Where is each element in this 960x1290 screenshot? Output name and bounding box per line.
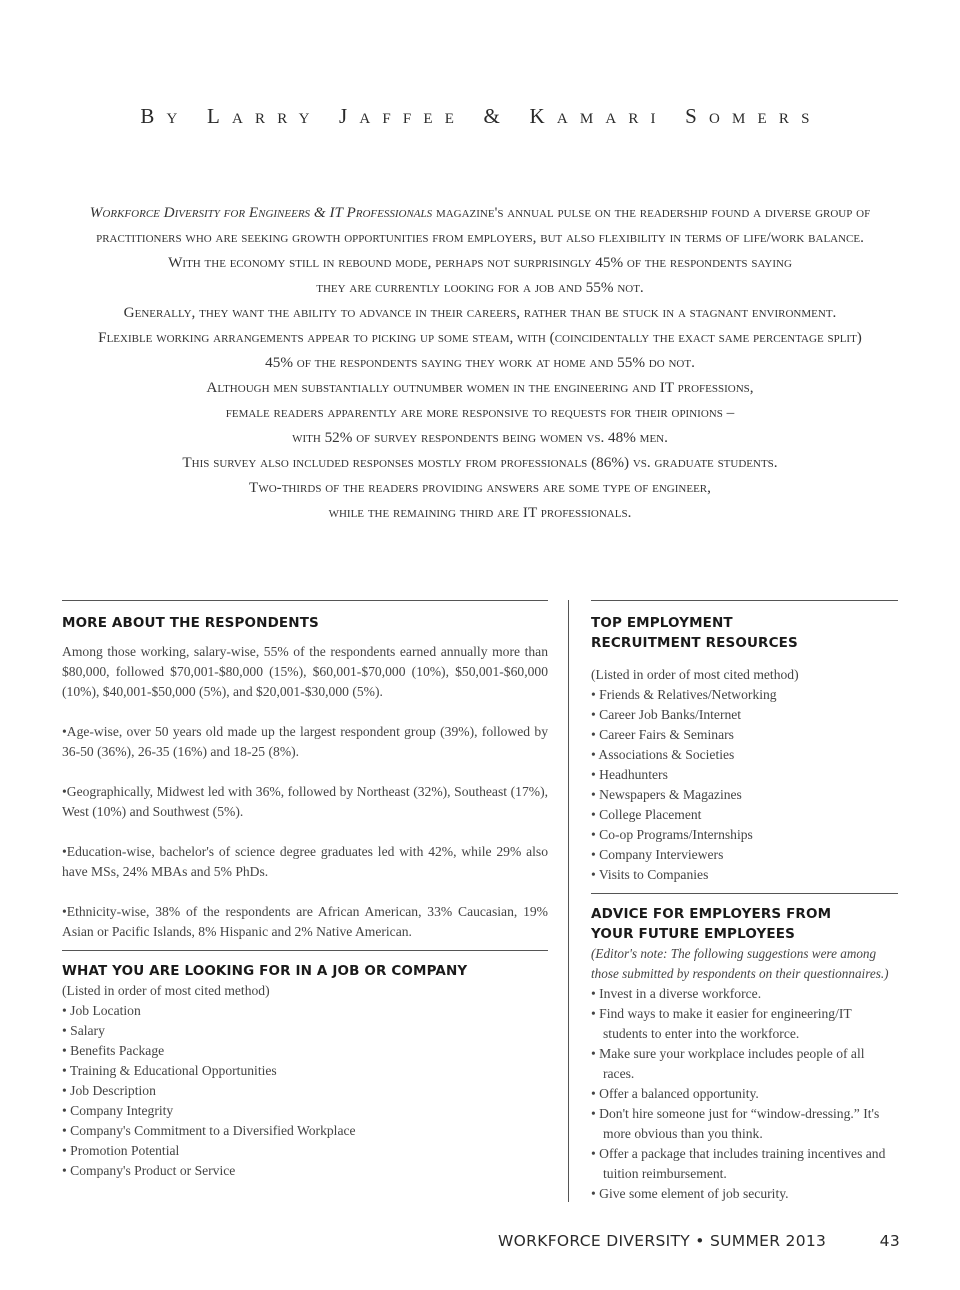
list-item: • Invest in a diverse workforce.	[591, 986, 762, 1001]
list-item: • Benefits Package	[62, 1043, 165, 1058]
list-item: • Give some element of job security.	[591, 1186, 789, 1201]
intro-text	[56, 200, 904, 525]
page-number: 43	[879, 1232, 900, 1250]
looking-for-heading: WHAT YOU ARE LOOKING FOR IN A JOB OR COMPANY	[62, 963, 468, 979]
intro-line: With the economy still in rebound mode, perhaps not surprisingly 45% of the respondents saying	[168, 254, 792, 271]
publication-name: WORKFORCE DIVERSITY • SUMMER 2013	[498, 1232, 827, 1250]
respondents-body	[62, 642, 548, 942]
recruitment-subtitle: (Listed in order of most cited method)	[591, 667, 799, 682]
respondents-paragraph: •Age-wise, over 50 years old made up the largest respondent group (39%), followed by 36-50 (36%), 26-35 (16%) and 18-25 (8%).	[62, 724, 548, 759]
list-item: • Training & Educational Opportunities	[62, 1063, 277, 1078]
magazine-title: Workforce Diversity for Engineers & IT Professionals	[89, 204, 433, 221]
list-item: • Company's Commitment to a Diversified Workplace	[62, 1123, 356, 1138]
intro-line: while the remaining third are IT professionals.	[328, 504, 632, 521]
byline: By Larry Jaffee & Kamari Somers	[140, 104, 822, 128]
list-item: • Company's Product or Service	[62, 1163, 236, 1178]
respondents-paragraph: •Geographically, Midwest led with 36%, followed by Northeast (32%), Southeast (17%), West (10%) and Southwest (5%).	[62, 784, 548, 819]
list-item: • Friends & Relatives/Networking	[591, 687, 777, 702]
respondents-paragraph: •Education-wise, bachelor's of science degree graduates led with 42%, while 29% also have MSs, 24% MBAs and 5% PhDs.	[62, 844, 548, 879]
list-item: • Company Interviewers	[591, 847, 724, 862]
looking-for-subtitle: (Listed in order of most cited method)	[62, 983, 270, 998]
section-rule	[591, 893, 898, 894]
editors-note: (Editor's note: The following suggestions were among those submitted by respondents on their questionnaires.)	[591, 946, 889, 981]
recruitment-heading: TOP EMPLOYMENT RECRUITMENT RESOURCES	[591, 615, 798, 651]
list-item: • Promotion Potential	[62, 1143, 180, 1158]
list-item: • Career Job Banks/Internet	[591, 707, 742, 722]
section-rule	[62, 950, 548, 951]
list-item: • Job Location	[62, 1003, 141, 1018]
intro-line: Generally, they want the ability to advance in their careers, rather than be stuck in a stagnant environment.	[123, 304, 837, 321]
left-column	[62, 600, 548, 1181]
advice-list	[591, 984, 898, 1204]
intro-line: Two-thirds of the readers providing answers are some type of engineer,	[249, 479, 711, 496]
right-column	[591, 600, 898, 1204]
intro-line: female readers apparently are more responsive to requests for their opinions –	[225, 404, 735, 421]
intro-line: practitioners who are seeking growth opportunities from employers, but also flexibility in terms of life/work balance.	[96, 229, 864, 246]
list-item: • Offer a balanced opportunity.	[591, 1086, 759, 1101]
intro-line: Although men substantially outnumber women in the engineering and IT professions,	[206, 379, 754, 396]
advice-heading: ADVICE FOR EMPLOYERS FROM YOUR FUTURE EMPLOYEES	[591, 906, 832, 942]
looking-for-list	[62, 1001, 548, 1181]
respondents-paragraph: •Ethnicity-wise, 38% of the respondents are African American, 33% Caucasian, 19% Asian or Pacific Islands, 8% Hispanic and 2% Native American.	[62, 904, 548, 939]
list-item: • Salary	[62, 1023, 105, 1038]
section-rule	[62, 600, 548, 601]
list-item: • Co-op Programs/Internships	[591, 827, 753, 842]
intro-line: they are currently looking for a job and 55% not.	[316, 279, 644, 296]
recruitment-list	[591, 685, 898, 885]
list-item: • Headhunters	[591, 767, 668, 782]
intro-line: Flexible working arrangements appear to picking up some steam, with (coincidentally the exact same percentage split)	[98, 329, 862, 346]
column-divider	[568, 600, 569, 1202]
section-rule	[591, 600, 898, 601]
list-item: • College Placement	[591, 807, 702, 822]
respondents-heading: MORE ABOUT THE RESPONDENTS	[62, 615, 319, 631]
intro-line: Workforce Diversity for Engineers & IT Professionals magazine's annual pulse on the readership found a diverse group of	[89, 204, 871, 221]
intro-line: 45% of the respondents saying they work at home and 55% do not.	[265, 354, 695, 371]
list-item: • Associations & Societies	[591, 747, 735, 762]
list-item: • Job Description	[62, 1083, 156, 1098]
respondents-paragraph: Among those working, salary-wise, 55% of the respondents earned annually more than $80,000, followed $70,001-$80,000 (15%), $60,001-$70,000 (10%), $50,001-$60,000 (10%), $40,001-$50,000 (5%), and $20,001-$30,000 (5%).	[62, 644, 548, 699]
list-item: • Don't hire someone just for “window-dressing.” It's more obvious than you think.	[591, 1106, 880, 1141]
list-item: • Find ways to make it easier for engineering/IT students to enter into the workforce.	[591, 1006, 852, 1041]
list-item: • Career Fairs & Seminars	[591, 727, 734, 742]
list-item: • Make sure your workplace includes people of all races.	[591, 1046, 865, 1081]
page-footer	[498, 1232, 900, 1250]
intro-line: with 52% of survey respondents being women vs. 48% men.	[292, 429, 668, 446]
list-item: • Newspapers & Magazines	[591, 787, 742, 802]
intro-line: This survey also included responses mostly from professionals (86%) vs. graduate students.	[182, 454, 778, 471]
list-item: • Visits to Companies	[591, 867, 709, 882]
list-item: • Company Integrity	[62, 1103, 174, 1118]
list-item: • Offer a package that includes training incentives and tuition reimbursement.	[591, 1146, 886, 1181]
